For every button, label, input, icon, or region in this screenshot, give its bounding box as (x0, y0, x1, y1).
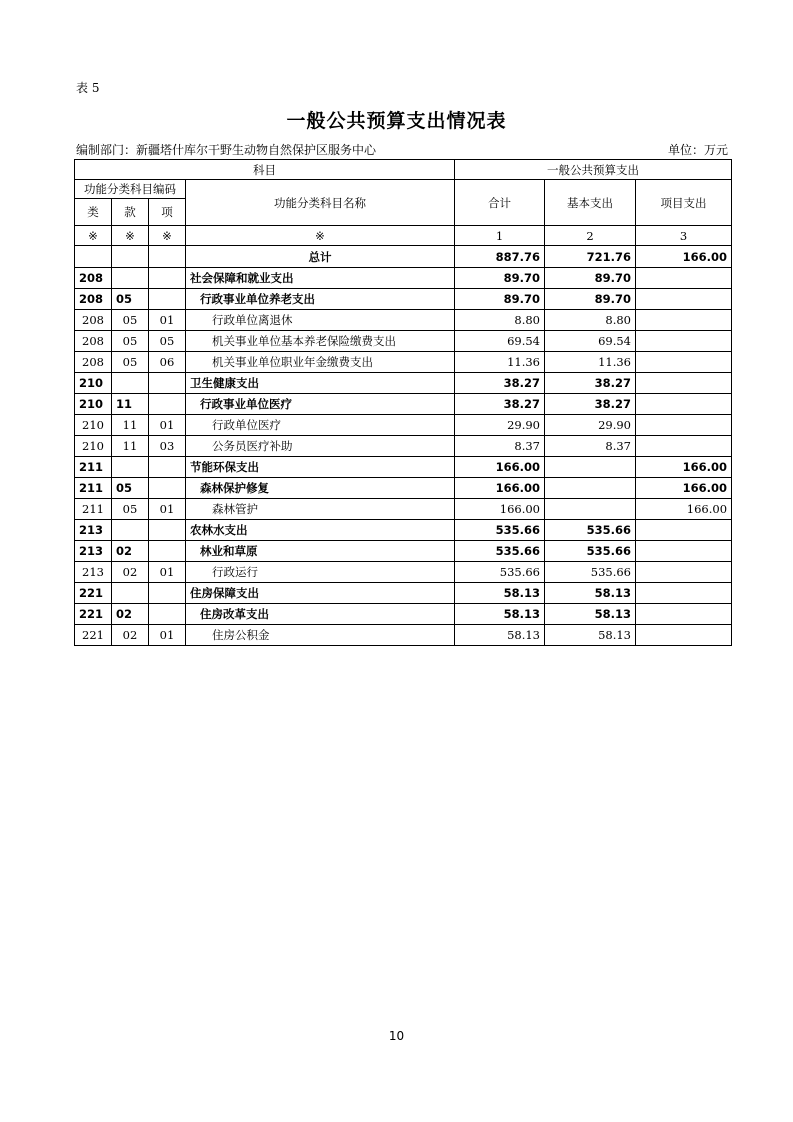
table-row (75, 520, 732, 541)
basic-cell: 58.13 (545, 604, 636, 625)
table-row (75, 331, 732, 352)
xiang-cell (149, 289, 186, 310)
basic-cell (545, 478, 636, 499)
kuan-cell: 05 (112, 478, 149, 499)
lei-cell: 210 (75, 436, 112, 457)
table-body (75, 160, 732, 646)
subject-name-cell: 行政单位离退休 (186, 310, 455, 331)
basic-expenditure-header: 基本支出 (545, 180, 636, 226)
total-cell: 89.70 (455, 289, 545, 310)
project-cell (636, 436, 732, 457)
xiang-cell (149, 373, 186, 394)
project-cell: 166.00 (636, 499, 732, 520)
table-row (75, 499, 732, 520)
table-row (75, 268, 732, 289)
lei-cell: 208 (75, 289, 112, 310)
mark-cell: ※ (149, 226, 186, 246)
xiang-cell (149, 268, 186, 289)
subject-name-cell: 公务员医疗补助 (186, 436, 455, 457)
lei-cell: 208 (75, 310, 112, 331)
subject-name-cell: 行政事业单位养老支出 (186, 289, 455, 310)
project-cell (636, 415, 732, 436)
table-row (75, 625, 732, 646)
kuan-cell: 11 (112, 415, 149, 436)
subject-name-cell: 森林管护 (186, 499, 455, 520)
xiang-cell: 01 (149, 415, 186, 436)
subject-header: 科目 (75, 160, 455, 180)
total-cell: 38.27 (455, 394, 545, 415)
lei-cell: 221 (75, 604, 112, 625)
lei-cell: 211 (75, 499, 112, 520)
kuan-cell: 02 (112, 541, 149, 562)
grand-total-project: 166.00 (636, 246, 732, 268)
lei-cell: 208 (75, 331, 112, 352)
func-name-header: 功能分类科目名称 (186, 180, 455, 226)
kuan-cell: 02 (112, 625, 149, 646)
kuan-cell: 05 (112, 499, 149, 520)
xiang-cell: 01 (149, 499, 186, 520)
total-cell: 166.00 (455, 499, 545, 520)
kuan-header: 款 (112, 199, 149, 226)
lei-cell: 213 (75, 520, 112, 541)
total-cell: 58.13 (455, 625, 545, 646)
total-cell: 38.27 (455, 373, 545, 394)
xiang-cell: 01 (149, 310, 186, 331)
basic-cell: 58.13 (545, 625, 636, 646)
grand-total-label: 总计 (186, 246, 455, 268)
table-row (75, 436, 732, 457)
subject-name-cell: 住房公积金 (186, 625, 455, 646)
total-cell: 535.66 (455, 520, 545, 541)
project-cell (636, 583, 732, 604)
subject-name-cell: 社会保障和就业支出 (186, 268, 455, 289)
mark-cell: ※ (112, 226, 149, 246)
project-cell (636, 520, 732, 541)
table-row (75, 604, 732, 625)
lei-cell: 210 (75, 373, 112, 394)
basic-cell: 89.70 (545, 289, 636, 310)
lei-cell: 221 (75, 625, 112, 646)
project-cell (636, 331, 732, 352)
basic-cell: 58.13 (545, 583, 636, 604)
kuan-cell (112, 373, 149, 394)
grand-total-row (75, 246, 732, 268)
basic-cell (545, 457, 636, 478)
xiang-cell (149, 394, 186, 415)
mark-cell: ※ (186, 226, 455, 246)
table-row (75, 541, 732, 562)
xiang-cell (149, 520, 186, 541)
basic-cell: 8.80 (545, 310, 636, 331)
xiang-header: 项 (149, 199, 186, 226)
subject-name-cell: 行政单位医疗 (186, 415, 455, 436)
xiang-cell (149, 478, 186, 499)
project-cell (636, 352, 732, 373)
kuan-cell: 02 (112, 562, 149, 583)
xiang-cell: 05 (149, 331, 186, 352)
header-row-1 (75, 160, 732, 180)
total-cell: 535.66 (455, 541, 545, 562)
subject-name-cell: 住房保障支出 (186, 583, 455, 604)
basic-cell: 8.37 (545, 436, 636, 457)
project-cell (636, 562, 732, 583)
xiang-cell (149, 541, 186, 562)
subject-name-cell: 卫生健康支出 (186, 373, 455, 394)
budget-expenditure-table (74, 159, 732, 646)
basic-cell: 535.66 (545, 520, 636, 541)
project-expenditure-header: 项目支出 (636, 180, 732, 226)
lei-cell: 208 (75, 352, 112, 373)
kuan-cell: 11 (112, 436, 149, 457)
total-cell: 8.37 (455, 436, 545, 457)
basic-cell: 11.36 (545, 352, 636, 373)
xiang-cell: 01 (149, 562, 186, 583)
subject-name-cell: 节能环保支出 (186, 457, 455, 478)
lei-cell: 213 (75, 541, 112, 562)
basic-cell: 535.66 (545, 541, 636, 562)
total-cell: 58.13 (455, 604, 545, 625)
lei-cell: 211 (75, 478, 112, 499)
func-code-header: 功能分类科目编码 (75, 180, 186, 199)
total-cell: 8.80 (455, 310, 545, 331)
project-cell: 166.00 (636, 457, 732, 478)
total-header: 合计 (455, 180, 545, 226)
xiang-cell: 03 (149, 436, 186, 457)
lei-cell: 210 (75, 415, 112, 436)
basic-cell: 89.70 (545, 268, 636, 289)
basic-cell: 29.90 (545, 415, 636, 436)
project-cell (636, 289, 732, 310)
table-row (75, 583, 732, 604)
project-cell (636, 310, 732, 331)
total-cell: 29.90 (455, 415, 545, 436)
kuan-cell: 11 (112, 394, 149, 415)
grand-total-total: 887.76 (455, 246, 545, 268)
kuan-cell (112, 268, 149, 289)
subject-name-cell: 住房改革支出 (186, 604, 455, 625)
lei-header: 类 (75, 199, 112, 226)
lei-cell: 221 (75, 583, 112, 604)
kuan-cell: 02 (112, 604, 149, 625)
lei-cell: 213 (75, 562, 112, 583)
kuan-cell: 05 (112, 289, 149, 310)
project-cell (636, 625, 732, 646)
xiang-cell: 01 (149, 625, 186, 646)
xiang-cell (149, 583, 186, 604)
total-cell: 166.00 (455, 457, 545, 478)
xiang-cell (149, 457, 186, 478)
kuan-cell: 05 (112, 310, 149, 331)
project-cell (636, 604, 732, 625)
project-cell (636, 373, 732, 394)
column-number: 1 (455, 226, 545, 246)
total-cell: 69.54 (455, 331, 545, 352)
column-number: 3 (636, 226, 732, 246)
total-cell: 535.66 (455, 562, 545, 583)
table-row (75, 415, 732, 436)
table-row (75, 310, 732, 331)
basic-cell: 69.54 (545, 331, 636, 352)
subject-name-cell: 林业和草原 (186, 541, 455, 562)
total-cell: 166.00 (455, 478, 545, 499)
xiang-cell (149, 604, 186, 625)
subject-name-cell: 机关事业单位职业年金缴费支出 (186, 352, 455, 373)
grand-total-basic: 721.76 (545, 246, 636, 268)
kuan-cell (112, 457, 149, 478)
table-row (75, 562, 732, 583)
subject-name-cell: 机关事业单位基本养老保险缴费支出 (186, 331, 455, 352)
unit-label: 单位：万元 (667, 143, 728, 157)
project-cell (636, 541, 732, 562)
page-number: 10 (388, 1029, 405, 1043)
project-cell: 166.00 (636, 478, 732, 499)
lei-cell: 211 (75, 457, 112, 478)
department-label: 编制部门：新疆塔什库尔干野生动物自然保护区服务中心 (76, 143, 377, 157)
total-cell: 89.70 (455, 268, 545, 289)
table-number-label: 表 5 (76, 81, 100, 95)
header-row-2 (75, 180, 732, 199)
column-number: 2 (545, 226, 636, 246)
table-row (75, 352, 732, 373)
header-row-marks (75, 226, 732, 246)
xiang-cell: 06 (149, 352, 186, 373)
project-cell (636, 268, 732, 289)
kuan-cell (112, 583, 149, 604)
project-cell (636, 394, 732, 415)
basic-cell: 38.27 (545, 373, 636, 394)
subject-name-cell: 行政运行 (186, 562, 455, 583)
subject-name-cell: 森林保护修复 (186, 478, 455, 499)
document-title: 一般公共预算支出情况表 (286, 110, 507, 132)
table-row (75, 289, 732, 310)
subject-name-cell: 农林水支出 (186, 520, 455, 541)
basic-cell: 535.66 (545, 562, 636, 583)
lei-cell: 208 (75, 268, 112, 289)
mark-cell: ※ (75, 226, 112, 246)
kuan-cell: 05 (112, 352, 149, 373)
total-cell: 11.36 (455, 352, 545, 373)
basic-cell: 38.27 (545, 394, 636, 415)
total-cell: 58.13 (455, 583, 545, 604)
table-row (75, 394, 732, 415)
table-row (75, 478, 732, 499)
lei-cell: 210 (75, 394, 112, 415)
general-budget-header: 一般公共预算支出 (455, 160, 732, 180)
subject-name-cell: 行政事业单位医疗 (186, 394, 455, 415)
basic-cell (545, 499, 636, 520)
kuan-cell: 05 (112, 331, 149, 352)
kuan-cell (112, 520, 149, 541)
table-row (75, 373, 732, 394)
table-row (75, 457, 732, 478)
